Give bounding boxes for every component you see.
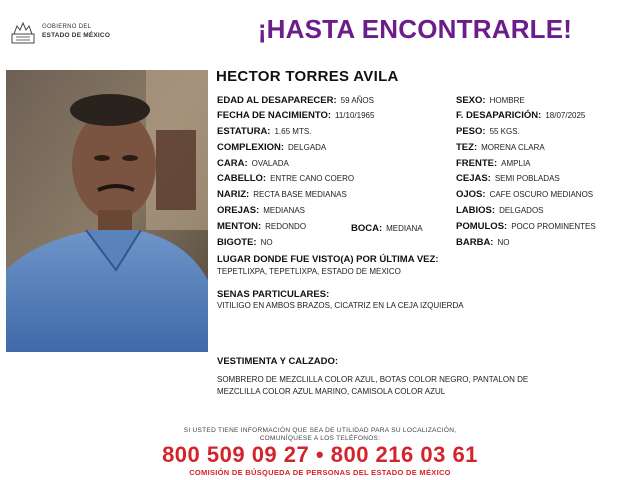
field-menton-value: REDONDO [265,222,307,231]
banner-title: ¡HASTA ENCONTRARLE! [257,14,573,44]
vestimenta-line2: MEZCLILLA COLOR AZUL MARINO, CAMISOLA COLOR AZUL [217,387,446,396]
field-complexion-value: DELGADA [288,143,327,152]
field-boca-value: MEDIANA [386,224,423,233]
field-frente-label: FRENTE: [456,158,498,169]
phone-numbers [0,442,640,468]
field-tez-value: MORENA CLARA [481,143,545,152]
logo-text-line2: ESTADO DE MÉXICO [42,32,111,39]
field-menton [217,221,306,233]
field-ojos-value: CAFE OSCURO MEDIANOS [489,190,594,199]
field-barba-label: BARBA: [456,237,494,248]
lugar-text: TEPETLIXPA, TEPETLIXPA, ESTADO DE MEXICO [217,267,401,276]
field-nariz-label: NARIZ: [217,189,250,200]
field-estatura [217,126,311,138]
field-cara [217,158,289,170]
field-nacimiento-label: FECHA DE NACIMIENTO: [217,110,331,121]
field-edad-value: 59 AÑOS [340,96,374,105]
field-labios-label: LABIOS: [456,205,496,216]
field-sexo [456,95,525,107]
field-peso-label: PESO: [456,126,486,137]
field-sexo-label: SEXO: [456,95,486,106]
field-orejas [217,205,305,217]
comision-name: COMISIÓN DE BÚSQUEDA DE PERSONAS DEL ESTADO DE MÉXICO [189,468,451,477]
field-labios [456,205,544,217]
field-frente-value: AMPLIA [501,159,531,168]
footer-info-line2: COMUNÍQUESE A LOS TELÉFONOS: [259,435,381,442]
field-cabello [217,173,354,185]
person-photo-image [6,70,208,352]
senas-text: VITILIGO EN AMBOS BRAZOS, CICATRIZ EN LA CEJA IZQUIERDA [217,301,464,310]
field-boca-label: BOCA: [351,223,383,234]
field-complexion [217,142,326,154]
phone-number-1[interactable]: 800 509 09 27 [162,442,310,467]
field-barba-value: NO [497,238,510,247]
field-cara-label: CARA: [217,158,248,169]
field-peso [456,126,520,138]
field-complexion-label: COMPLEXION: [217,142,285,153]
field-nacimiento [217,110,374,122]
phone-separator: • [315,442,325,467]
field-menton-label: MENTON: [217,221,262,232]
field-pomulos [456,221,596,233]
field-barba [456,237,509,249]
field-estatura-label: ESTATURA: [217,126,271,137]
field-desaparicion-label: F. DESAPARICIÓN: [456,110,542,121]
field-pomulos-label: POMULOS: [456,221,508,232]
phone-number-2[interactable]: 800 216 03 61 [330,442,478,467]
field-desaparicion [456,110,585,122]
senas-title: SENAS PARTICULARES: [217,289,330,300]
field-tez [456,142,545,154]
field-bigote-label: BIGOTE: [217,237,257,248]
person-name: HECTOR TORRES AVILA [216,68,399,85]
field-labios-value: DELGADOS [499,206,544,215]
missing-person-photo [6,70,208,352]
field-ojos-label: OJOS: [456,189,486,200]
field-cejas [456,173,560,185]
lugar-title: LUGAR DONDE FUE VISTO(A) POR ÚLTIMA VEZ: [217,254,439,265]
field-nacimiento-value: 11/10/1965 [335,111,375,120]
field-edad [217,95,374,107]
field-frente [456,158,531,170]
field-estatura-value: 1.65 MTS. [274,127,312,136]
vestimenta-line1: SOMBRERO DE MEZCLILLA COLOR AZUL, BOTAS COLOR NEGRO, PANTALON DE [217,375,529,384]
field-sexo-value: HOMBRE [489,96,525,105]
logo-text-line1: GOBIERNO DEL [42,24,92,30]
field-cejas-value: SEMI POBLADAS [494,174,560,183]
field-orejas-value: MEDIANAS [263,206,306,215]
field-cabello-value: ENTRE CANO COERO [270,174,355,183]
field-cara-value: OVALADA [251,159,289,168]
field-pomulos-value: POCO PROMINENTES [511,222,596,231]
field-cejas-label: CEJAS: [456,173,491,184]
field-nariz [217,189,347,201]
field-boca [351,223,423,235]
footer-info-line1: SI USTED TIENE INFORMACIÓN QUE SEA DE UTILIDAD PARA SU LOCALIZACIÓN, [183,427,457,434]
field-peso-value: 55 KGS. [489,127,520,136]
field-bigote [217,237,273,249]
field-nariz-value: RECTA BASE MEDIANAS [253,190,347,199]
field-edad-label: EDAD AL DESAPARECER: [217,95,337,106]
field-bigote-value: NO [260,238,273,247]
field-cabello-label: CABELLO: [217,173,267,184]
government-logo [10,20,120,46]
field-orejas-label: OREJAS: [217,205,260,216]
field-desaparicion-value: 18/07/2025 [545,111,586,120]
field-tez-label: TEZ: [456,142,478,153]
vestimenta-title: VESTIMENTA Y CALZADO: [217,356,339,367]
state-seal-icon [10,20,36,44]
field-ojos [456,189,593,201]
